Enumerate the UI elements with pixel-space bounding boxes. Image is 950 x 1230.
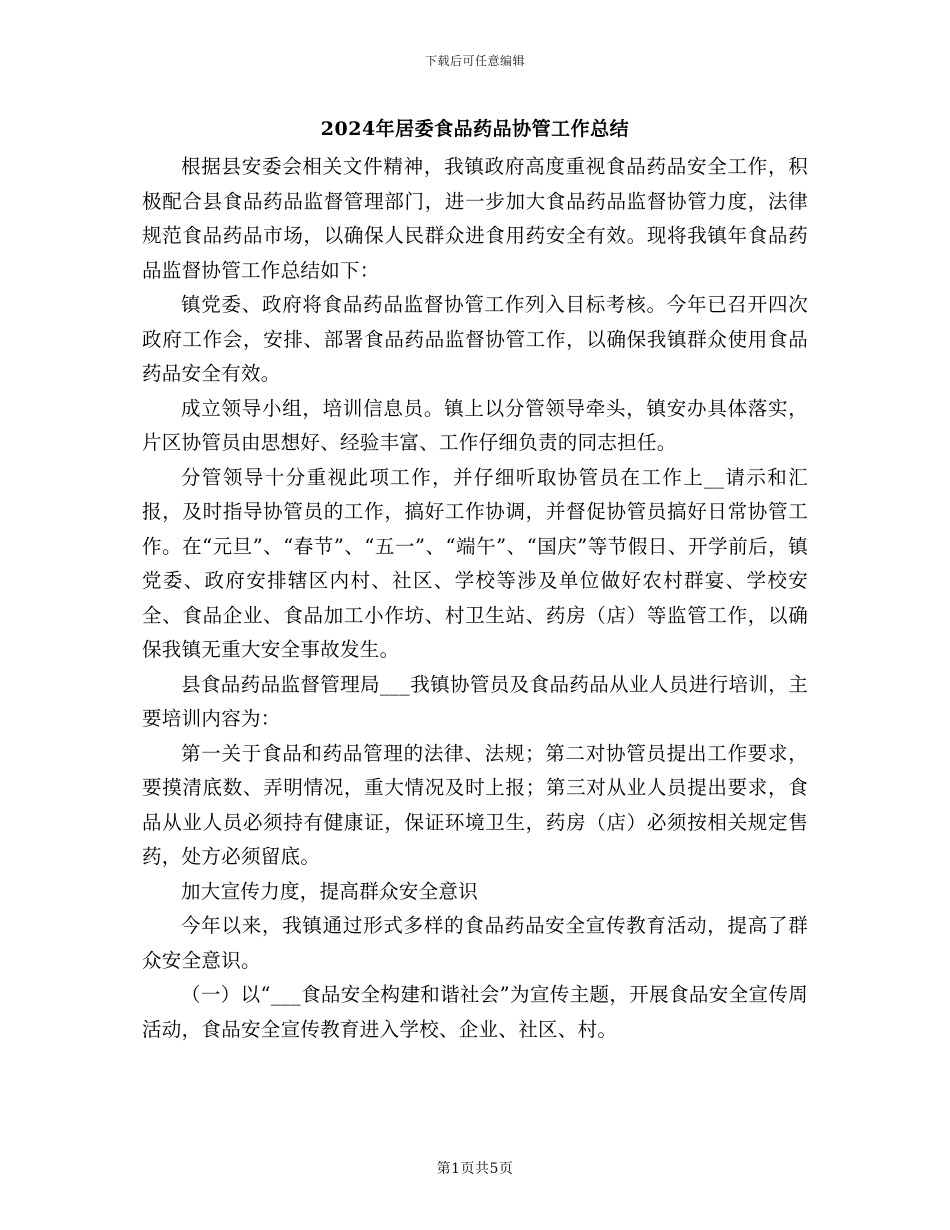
document-body [142,150,808,1047]
paragraph-safety-week: （一）以“___食品安全构建和谐社会”为宣传主题，开展食品安全宣传周活动，食品安全宣传教育进入学校、企业、社区、村。 [142,983,808,1041]
paragraph-publicity-heading: 加大宣传力度，提高群众安全意识 [181,879,479,903]
paragraph-training: 县食品药品监督管理局___我镇协管员及食品药品从业人员进行培训，主要培训内容为： [142,672,808,730]
paragraph-publicity: 今年以来，我镇通过形式多样的食品药品安全宣传教育活动，提高了群众安全意识。 [142,914,808,972]
paragraph-supervision: 分管领导十分重视此项工作，并仔细听取协管员在工作上__请示和汇报，及时指导协管员的工作，搞好工作协调，并督促协管员搞好日常协管工作。在“元旦”、“春节”、“五一”、“端午”、“国庆”等节假日、开学前后，镇党委、政府安排辖区内村、社区、学校等涉及单位做好农村群宴、学校安全、食品企业、食品加工小作坊、村卫生站、药房（店）等监管工作，以确保我镇无重大安全事故发生。 [142,465,808,661]
paragraph-training-content: 第一关于食品和药品管理的法律、法规；第二对协管员提出工作要求，要摸清底数、弄明情况，重大情况及时上报；第三对从业人员提出要求，食品从业人员必须持有健康证，保证环境卫生，药房（店）必须按相关规定售药，处方必须留底。 [142,741,808,868]
document-title: 2024年居委食品药品协管工作总结 [320,118,630,140]
paragraph-intro: 根据县安委会相关文件精神，我镇政府高度重视食品药品安全工作，积极配合县食品药品监督管理部门，进一步加大食品药品监督协管力度，法律规范食品药品市场，以确保人民群众进食用药安全有效。现将我镇年食品药品监督协管工作总结如下： [142,155,808,282]
page-header-note: 下载后可任意编辑 [424,54,525,68]
paragraph-leading-group: 成立领导小组，培训信息员。镇上以分管领导牵头，镇安办具体落实，片区协管员由思想好、经验丰富、工作仔细负责的同志担任。 [142,396,808,454]
paragraph-target-assessment: 镇党委、政府将食品药品监督协管工作列入目标考核。今年已召开四次政府工作会，安排、部署食品药品监督协管工作，以确保我镇群众使用食品药品安全有效。 [142,293,808,385]
page-footer-number: 第1页共5页 [436,1161,514,1177]
